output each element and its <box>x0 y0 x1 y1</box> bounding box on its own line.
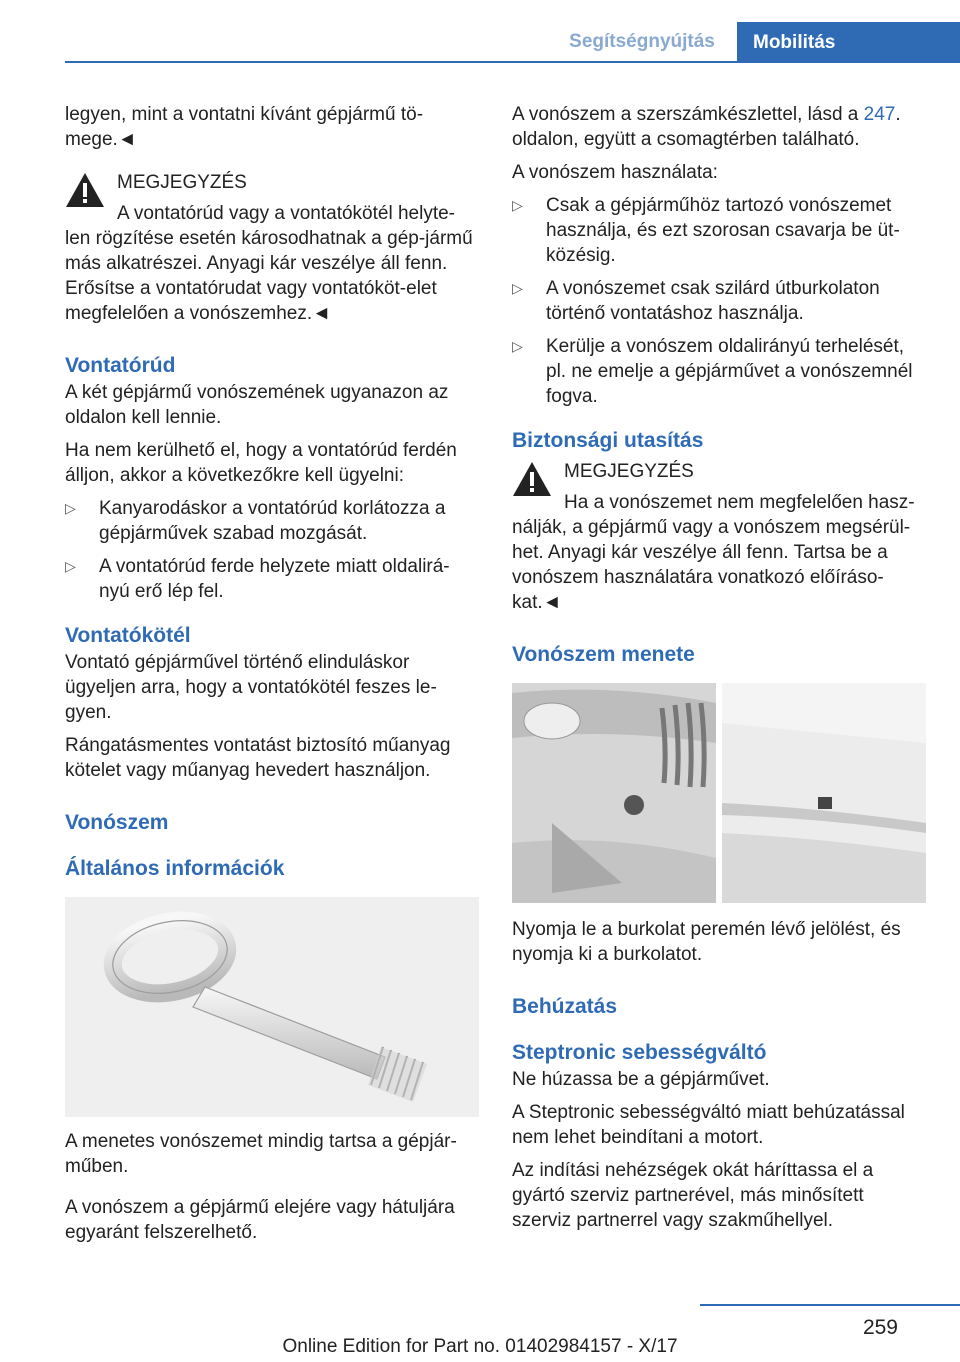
paragraph: A Steptronic sebességváltó miatt behúzatással nem lehet beindítani a motort. <box>512 1102 905 1148</box>
header-rule <box>65 61 960 63</box>
tow-eye-illustration <box>65 897 479 1117</box>
page-link[interactable]: 247 <box>863 104 896 125</box>
triangle-right-icon: ▷ <box>65 558 76 574</box>
bumper-front-illustration <box>512 683 716 903</box>
list-item-text: Kanyarodáskor a vontatórúd korlátozza a gépjárművek szabad mozgását. <box>99 498 446 544</box>
paragraph: legyen, mint a vontatni kívánt gépjármű tö-mege.◄ <box>65 104 424 150</box>
bumper-rear-illustration <box>722 683 926 903</box>
warning-line: A vontatórúd vagy a vontatókötél helyte- <box>117 203 455 224</box>
tow-eye-image <box>65 897 479 1117</box>
paragraph: Rángatásmentes vontatást biztosító műanyag kötelet vagy műanyag hevedert használjon. <box>65 735 451 781</box>
list-item <box>512 276 926 326</box>
paragraph: A menetes vonószemet mindig tartsa a gépjár-műben. <box>65 1131 457 1177</box>
header-tab-segitsegnyujtas[interactable]: Segítségnyújtás <box>569 31 715 52</box>
bumper-images <box>512 683 926 903</box>
warning-text: len rögzítése esetén károsodhatnak a gép-jármű más alkatrészei. Anyagi kár veszélye áll fenn. Erősítse a vontatórudat vagy vontatóköt-elet megfelelően a vonószemhez.◄ <box>65 228 473 324</box>
paragraph: A vonószem a gépjármű elejére vagy hátuljára egyaránt felszerelhető. <box>65 1197 455 1243</box>
list-item-text: A vonószemet csak szilárd útburkolaton történő vontatáshoz használja. <box>546 278 880 324</box>
list-item <box>512 334 926 409</box>
list-item-text: Kerülje a vonószem oldalirányú terhelését, pl. ne emelje a gépjárművet a vonószemnél fogva. <box>546 336 913 407</box>
paragraph: Vontató gépjárművel történő elinduláskor ügyeljen arra, hogy a vontatókötél feszes le-gyen. <box>65 652 437 723</box>
warning-note <box>512 459 926 615</box>
bumper-rear-image <box>722 683 926 903</box>
triangle-right-icon: ▷ <box>512 197 523 213</box>
triangle-right-icon: ▷ <box>65 500 76 516</box>
heading-vontatokotel: Vontatókötél <box>65 624 191 647</box>
heading-altalanos: Általános információk <box>65 857 285 880</box>
list-item <box>65 496 479 546</box>
list-item-text: Csak a gépjárműhöz tartozó vonószemet használja, és ezt szorosan csavarja be üt-közésig. <box>546 195 900 266</box>
heading-vontatorud: Vontatórúd <box>65 354 176 377</box>
warning-text: nálják, a gépjármű vagy a vonószem megsérül-het. Anyagi kár veszélye áll fenn. Tartsa be a vonószem használatára vonatkozó előíráso-kat.◄ <box>512 517 911 613</box>
list-item-text: A vontatórúd ferde helyzete miatt oldalirá-nyú erő lép fel. <box>99 556 450 602</box>
list-item <box>512 193 926 268</box>
left-column <box>65 102 479 1253</box>
paragraph: Ne húzassa be a gépjárművet. <box>512 1069 770 1090</box>
warning-title: MEGJEGYZÉS <box>564 461 694 482</box>
triangle-right-icon: ▷ <box>512 338 523 354</box>
warning-line: Ha a vonószemet nem megfelelően hasz- <box>564 492 915 513</box>
heading-biztonsagi: Biztonsági utasítás <box>512 429 704 452</box>
list-item <box>65 554 479 604</box>
heading-behuzatas: Behúzatás <box>512 995 618 1018</box>
paragraph: A vonószem használata: <box>512 162 718 183</box>
warning-note <box>65 170 479 326</box>
heading-menete: Vonószem menete <box>512 643 695 666</box>
warning-triangle-icon <box>65 172 105 208</box>
warning-triangle-icon <box>512 461 552 497</box>
edition-footer: Online Edition for Part no. 01402984157 - X/17 <box>282 1336 678 1357</box>
right-column <box>512 102 926 1241</box>
paragraph: Ha nem kerülhető el, hogy a vontatórúd ferdén álljon, akkor a következőkre kell ügyelni: <box>65 440 457 486</box>
bumper-front-image <box>512 683 716 903</box>
paragraph: Nyomja le a burkolat peremén lévő jelölést, és nyomja ki a burkolatot. <box>512 919 901 965</box>
paragraph: Az indítási nehézségek okát háríttassa el a gyártó szerviz partnerével, más minősített szerviz partnerrel vagy szakműhellyel. <box>512 1160 874 1231</box>
header-tab-mobilitas[interactable]: Mobilitás <box>737 22 960 63</box>
warning-title: MEGJEGYZÉS <box>117 172 247 193</box>
heading-vonoszem: Vonószem <box>65 811 169 834</box>
paragraph: A két gépjármű vonószemének ugyanazon az oldalon kell lennie. <box>65 382 449 428</box>
footer-rule <box>700 1304 960 1306</box>
paragraph <box>512 102 926 152</box>
heading-steptronic: Steptronic sebességváltó <box>512 1041 767 1064</box>
triangle-right-icon: ▷ <box>512 280 523 296</box>
page-number: 259 <box>862 1316 898 1339</box>
paragraph-text: A vonószem a szerszámkészlettel, lásd a <box>512 104 864 125</box>
paragraph-text: . oldalon, együtt a csomagtérben található. <box>512 104 901 150</box>
